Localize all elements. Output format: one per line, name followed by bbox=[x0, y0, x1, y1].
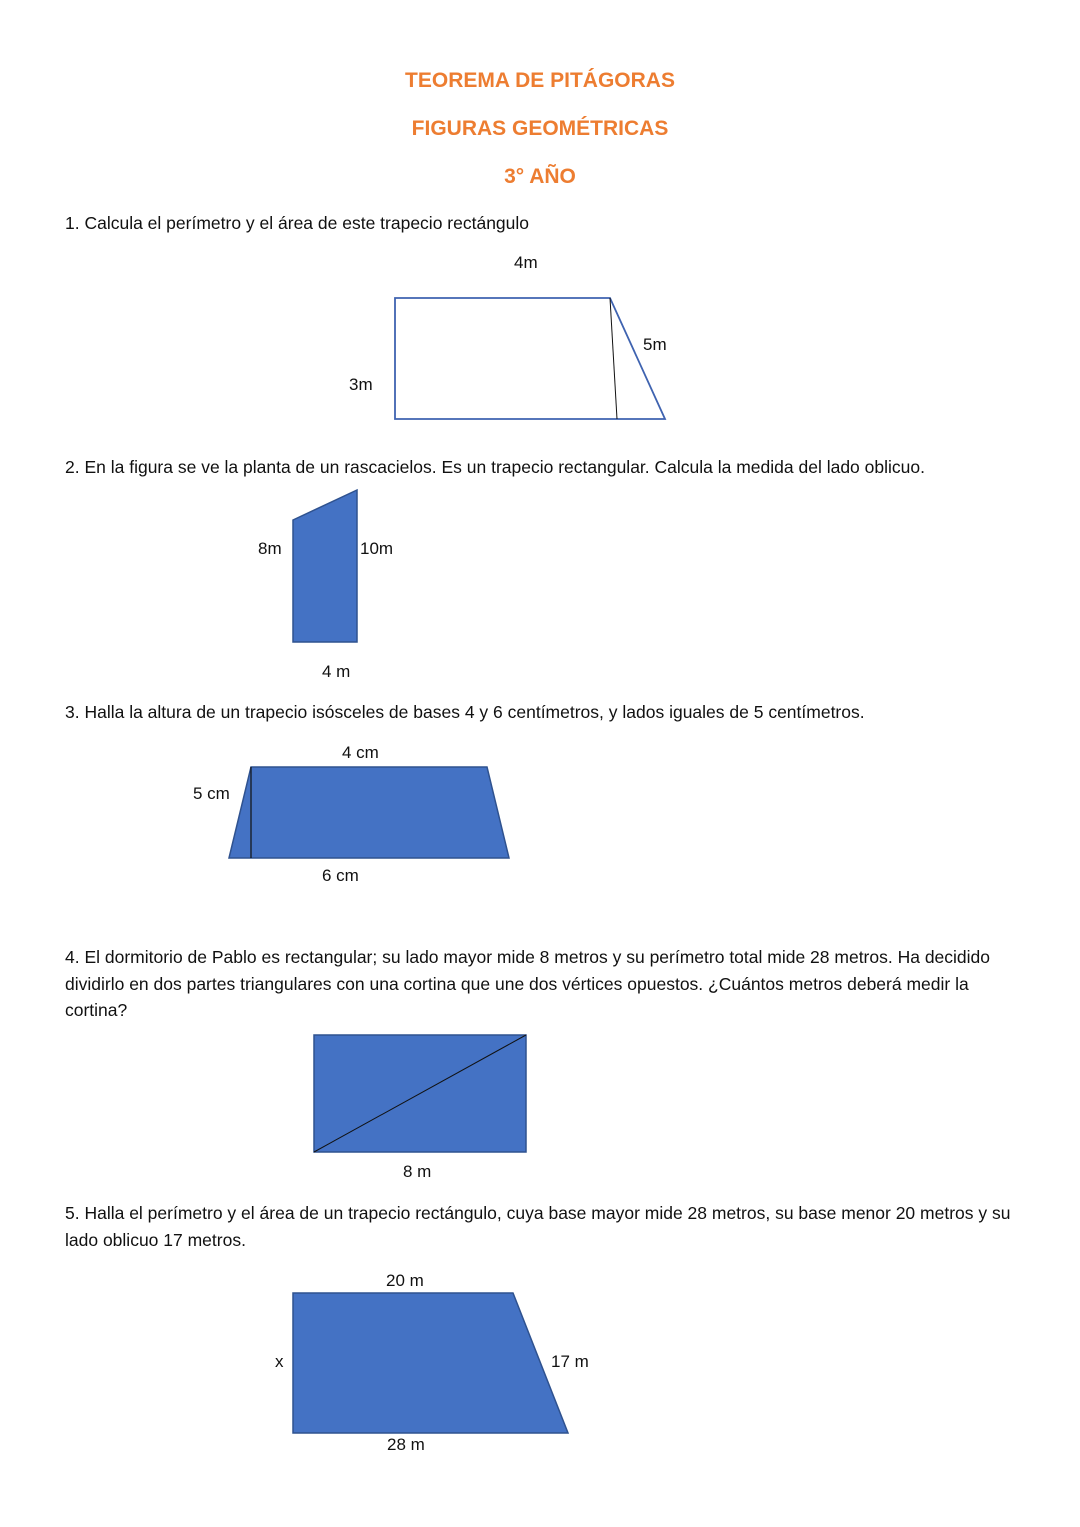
exercise-3-text: 3. Halla la altura de un trapecio isósceles de bases 4 y 6 centímetros, y lados iguales de 5 centímetros. bbox=[65, 702, 865, 722]
exercise-2-label-right: 10m bbox=[360, 539, 394, 558]
exercise-1-label-top: 4m bbox=[514, 253, 538, 272]
exercise-5-label-top: 20 m bbox=[386, 1271, 424, 1290]
page-title: TEOREMA DE PITÁGORAS bbox=[405, 69, 675, 92]
exercise-5-label-slant: 17 m bbox=[551, 1352, 589, 1371]
exercise-2-label-left: 8m bbox=[258, 539, 282, 558]
grade-label: 3° AÑO bbox=[504, 165, 576, 188]
exercise-1-text: 1. Calcula el perímetro y el área de este trapecio rectángulo bbox=[65, 213, 530, 233]
exercise-3-label-bottom: 6 cm bbox=[322, 866, 359, 885]
page-subtitle: FIGURAS GEOMÉTRICAS bbox=[411, 117, 669, 140]
exercise-2-label-bottom: 4 m bbox=[322, 662, 351, 681]
exercise-4-text: 4. El dormitorio de Pablo es rectangular; su lado mayor mide 8 metros y su perímetro total mide 28 metros. Ha decidido dividirlo en dos partes triangulares con una cortina que une dos vértices opuestos. ¿Cuántos metros deberá medir la cortina? bbox=[65, 947, 991, 1020]
exercise-2-text: 2. En la figura se ve la planta de un rascacielos. Es un trapecio rectangular. Calcula la medida del lado oblicuo. bbox=[65, 457, 925, 477]
exercise-5-label-bottom: 28 m bbox=[387, 1435, 425, 1454]
exercise-1-label-left: 3m bbox=[349, 375, 373, 394]
exercise-5-text: 5. Halla el perímetro y el área de un trapecio rectángulo, cuya base mayor mide 28 metros, su base menor 20 metros y su lado oblicuo 17 metros. bbox=[65, 1203, 1011, 1250]
exercise-4-label-bottom: 8 m bbox=[403, 1162, 432, 1181]
exercise-5-trapezoid bbox=[293, 1293, 568, 1433]
exercise-1-label-slant: 5m bbox=[643, 335, 667, 354]
exercise-5-label-left: x bbox=[275, 1352, 284, 1371]
exercise-3-label-top: 4 cm bbox=[342, 743, 379, 762]
exercise-3-label-left: 5 cm bbox=[193, 784, 230, 803]
